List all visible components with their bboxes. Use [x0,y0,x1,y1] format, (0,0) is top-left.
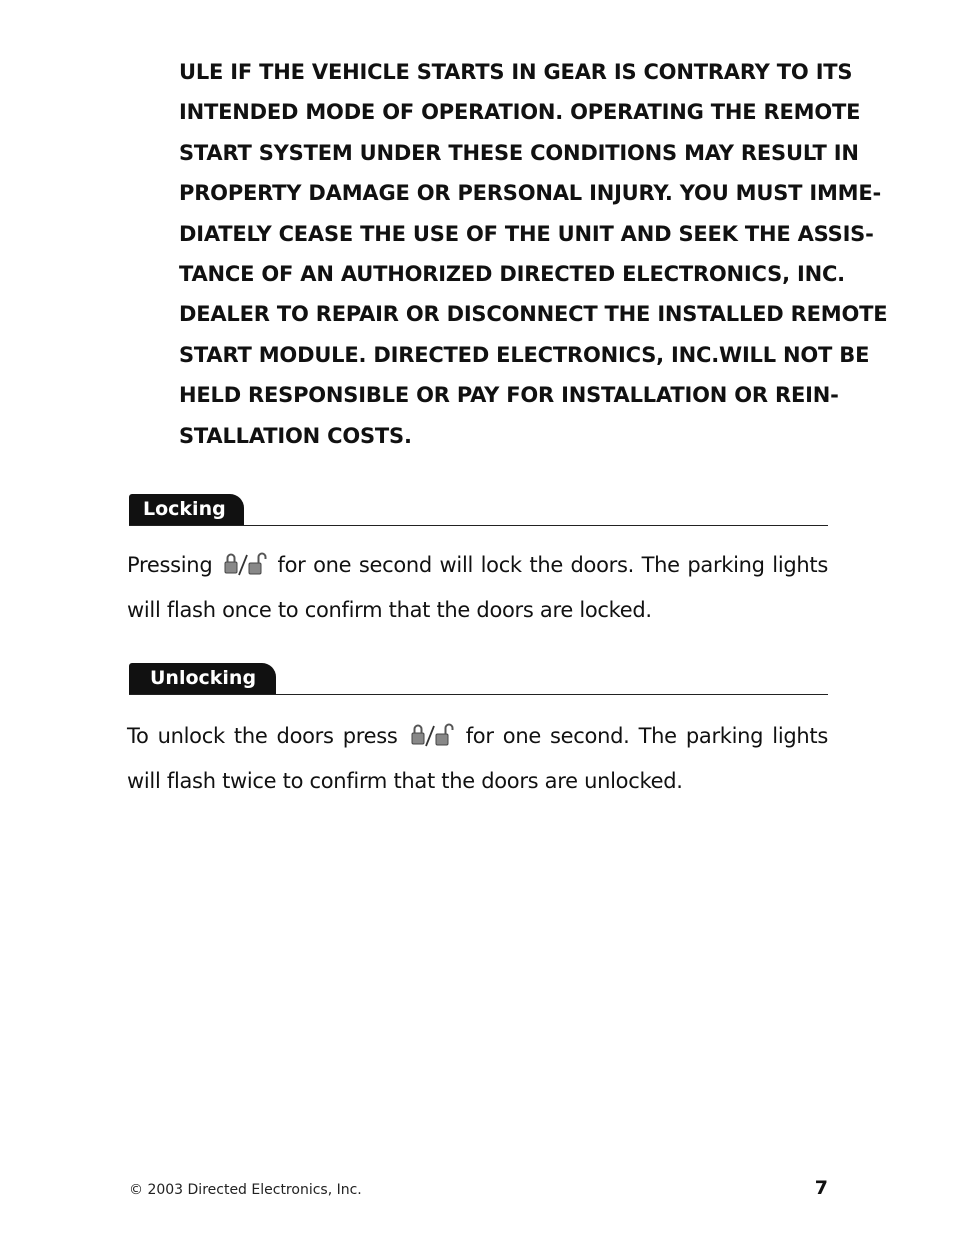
unlocking-line-1 [127,716,828,761]
unlocking-paragraph [127,716,828,802]
lock-unlock-button-icon [409,721,455,761]
locking-section-header [129,493,828,526]
lock-unlock-button-icon [222,550,268,590]
warning-line: DIATELY CEASE THE USE OF THE UNIT AND SEEK THE ASSIS- [179,221,874,246]
warning-paragraph [179,52,888,456]
warning-line: PROPERTY DAMAGE OR PERSONAL INJURY. YOU MUST IMME- [179,181,882,206]
locking-paragraph [127,545,828,631]
locking-line-2: will flash once to confirm that the doors are locked. [127,598,652,623]
warning-line: TANCE OF AN AUTHORIZED DIRECTED ELECTRONICS, INC. [179,262,845,287]
locking-text-before: Pressing [127,553,213,577]
warning-line: HELD RESPONSIBLE OR PAY FOR INSTALLATION OR REIN- [179,383,839,408]
unlocking-heading: Unlocking [129,663,276,694]
warning-line: DEALER TO REPAIR OR DISCONNECT THE INSTALLED REMOTE [179,302,888,327]
unlocking-text-before: To unlock the doors press [127,724,398,748]
unlocking-line-2: will flash twice to confirm that the doors are unlocked. [127,769,683,794]
locking-line-1 [127,545,828,590]
unlocking-section-header [129,662,828,695]
warning-line: ULE IF THE VEHICLE STARTS IN GEAR IS CONTRARY TO ITS [179,60,853,84]
copyright-notice: © 2003 Directed Electronics, Inc. [129,1182,362,1198]
locking-text-after: for one second will lock the doors. The parking lights [277,553,828,577]
warning-line: START SYSTEM UNDER THESE CONDITIONS MAY RESULT IN [179,140,859,165]
warning-line: INTENDED MODE OF OPERATION. OPERATING THE REMOTE [179,100,861,125]
locking-heading: Locking [129,494,244,525]
warning-line: START MODULE. DIRECTED ELECTRONICS, INC.WILL NOT BE [179,342,870,367]
unlocking-text-after: for one second. The parking lights [465,724,828,748]
page-number: 7 [814,1177,828,1199]
warning-line: STALLATION COSTS. [179,423,412,448]
